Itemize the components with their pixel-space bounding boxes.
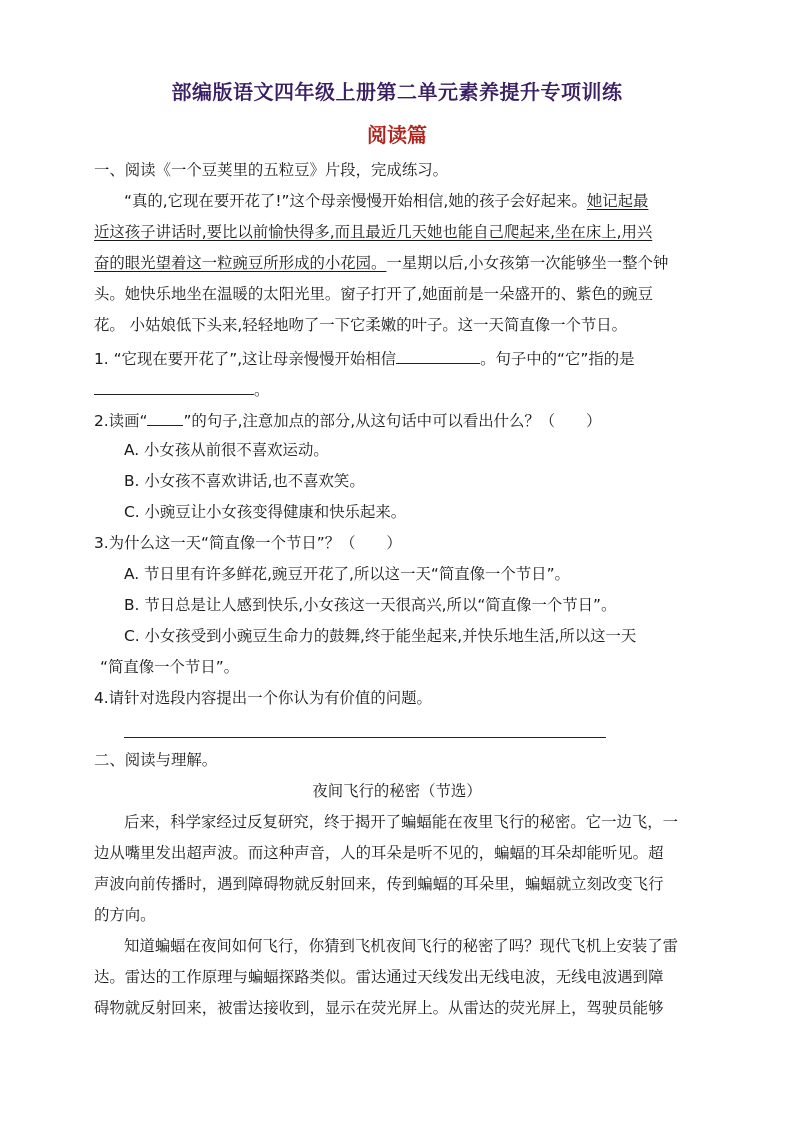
underlined-sentence: 奋的眼光望着这一粒豌豆所形成的小花园。 <box>94 254 387 272</box>
passage1-line-3 <box>94 253 668 273</box>
passage1-line-1 <box>124 191 648 211</box>
question-4: 4.请针对选段内容提出一个你认为有价值的问题。 <box>94 689 432 707</box>
passage1-line-2 <box>94 222 652 242</box>
part2-heading: 二、阅读与理解。 <box>94 751 218 769</box>
answer-line[interactable] <box>124 737 606 738</box>
question-1 <box>94 347 635 369</box>
q2-option-b[interactable]: B. 小女孩不喜欢讲话,也不喜欢笑。 <box>124 472 365 490</box>
passage1-line-4: 头。她快乐地坐在温暖的太阳光里。窗子打开了,她面前是一朵盛开的、紫色的豌豆 <box>94 285 653 303</box>
passage1-text: 一星期以后,小女孩第一次能够坐一整个钟 <box>386 254 669 272</box>
passage2-line: 声波向前传播时，遇到障碍物就反射回来，传到蝙蝠的耳朵里，蝙蝠就立刻改变飞行 <box>94 875 664 893</box>
q2-option-a[interactable]: A. 小女孩从前很不喜欢运动。 <box>124 441 329 459</box>
passage2-line: 后来，科学家经过反复研究，终于揭开了蝙蝠能在夜里飞行的秘密。它一边飞，一 <box>124 813 679 831</box>
q3-option-c-cont: “简直像一个节日”。 <box>100 658 240 676</box>
question-text: 1. “它现在要开花了”,这让母亲慢慢开始相信 <box>94 350 397 368</box>
q3-option-c[interactable]: C. 小女孩受到小豌豆生命力的鼓舞,终于能坐起来,并快乐地生活,所以这一天 <box>124 627 637 645</box>
page-subtitle: 阅读篇 <box>367 123 427 147</box>
passage2-line: 的方向。 <box>94 906 156 924</box>
question-text: 。句子中的“它”指的是 <box>480 350 635 368</box>
passage1-line-5: 花。 小姑娘低下头来,轻轻地吻了一下它柔嫩的叶子。这一天简直像一个节日。 <box>94 316 628 334</box>
passage2-line: 知道蝙蝠在夜间如何飞行，你猜到飞机夜间飞行的秘密了吗？现代飞机上安装了雷 <box>124 937 679 955</box>
passage2-line: 碍物就反射回来，被雷达接收到，显示在荧光屏上。从雷达的荧光屏上，驾驶员能够 <box>94 999 664 1017</box>
passage2-line: 边从嘴里发出超声波。而这种声音，人的耳朵是听不见的，蝙蝠的耳朵却能听见。超 <box>94 844 664 862</box>
answer-blank[interactable] <box>94 378 254 395</box>
q3-option-a[interactable]: A. 节日里有许多鲜花,豌豆开花了,所以这一天“简直像一个节日”。 <box>124 565 570 583</box>
passage1-text: “真的,它现在要开花了!”这个母亲慢慢开始相信,她的孩子会好起来。 <box>124 192 587 210</box>
q2-option-c[interactable]: C. 小豌豆让小女孩变得健康和快乐起来。 <box>124 503 407 521</box>
underlined-sentence: 近这孩子讲话时,要比以前愉快得多,而且最近几天她也能自己爬起来,坐在床上,用兴 <box>94 223 653 241</box>
passage2-title: 夜间飞行的秘密（节选） <box>312 782 482 800</box>
question-text: 2.读画“ <box>94 412 148 430</box>
underlined-sentence: 她记起最 <box>586 192 649 210</box>
question-2 <box>94 409 601 431</box>
q3-option-b[interactable]: B. 节日总是让人感到快乐,小女孩这一天很高兴,所以“简直像一个节日”。 <box>124 596 617 614</box>
part1-heading: 一、阅读《一个豆荚里的五粒豆》片段，完成练习。 <box>94 161 448 179</box>
question-1-cont <box>94 378 269 400</box>
question-3: 3.为什么这一天“简直像一个节日”？（ ） <box>94 534 402 552</box>
answer-blank[interactable] <box>396 347 480 364</box>
question-text: 。 <box>254 381 270 399</box>
page-title: 部编版语文四年级上册第二单元素养提升专项训练 <box>171 80 623 104</box>
passage2-line: 达。雷达的工作原理与蝙蝠探路类似。雷达通过天线发出无线电波，无线电波遇到障 <box>94 968 664 986</box>
underline-mark <box>147 409 183 426</box>
question-text: ”的句子,注意加点的部分,从这句话中可以看出什么？（ ） <box>183 412 602 430</box>
